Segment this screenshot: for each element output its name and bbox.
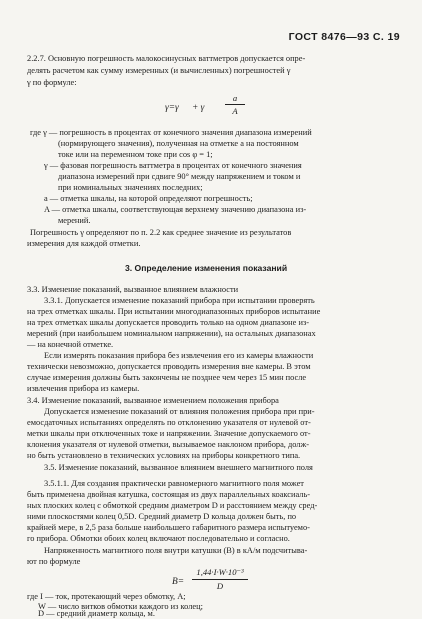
text-line: W — число витков обмотки каждого из колец; [38,602,203,611]
text-line: технически невозможно, допускается проводить измерения вне камеры. В этом [27,362,311,371]
text-line: ют по формуле [27,557,81,566]
formula-1-fraction [225,93,245,116]
text-line: крайней мере, в 2,5 раза больше наибольшего габаритного размера испытуемо- [27,523,310,532]
text-line: γ — фазовая погрешность ваттметра в процентах от конечного значения [44,161,302,170]
text-line: 3.3.1. Допускается изменение показаний прибора при испытании проверять [44,296,315,305]
text-line: на трех отметках шкалы. При испытании многодиапазонных приборов испытание [27,307,321,316]
page-header: ГОСТ 8476—93 С. 19 [288,31,400,43]
formula-1-denominator: A [232,106,238,116]
text-line: 3.3. Изменение показаний, вызванное влиянием влажности [27,285,239,294]
formula-1-mid: + γ [192,103,205,113]
text-line: го прибора. Обмотки обоих колец включают последовательно и согласно. [27,534,290,543]
text-line: емосдаточных испытаниях определять по отклонению указателя от нулевой от- [27,418,311,427]
text-line: на трех отметках шкалы допускается проводить только на одном диапазоне из- [27,318,310,327]
formula-1-numerator: a [232,93,238,103]
text-line: 2.2.7. Основную погрешность малокосинусных ваттметров допускается опре- [27,54,306,63]
text-line: 3.5. Изменение показаний, вызванное влиянием внешнего магнитного поля [44,463,313,472]
text-line: — на конечной отметке. [27,340,114,349]
text-line: (нормирующего значения), полученная на отметке a на постоянном [58,139,299,148]
text-line: случае измерения должны быть закончены не позднее чем через 15 мин после [27,373,307,382]
text-line: Напряженность магнитного поля внутри катушки (B) в кА/м подсчитыва- [44,546,308,555]
text-line: мерений. [58,216,91,225]
text-line: диапазона измерений при сдвиге 90° между напряжением и током и [58,172,301,181]
fraction-bar [225,104,245,105]
text-line: токе или на переменном токе при cos φ = 1; [58,150,213,159]
text-line: быть применена двойная катушка, состоящая из двух параллельных коаксиаль- [27,490,311,499]
text-line: где γ — погрешность в процентах от конечного значения диапазона измерений [30,128,312,137]
text-line: ними плоскостями колец 0,5D. Средний диаметр D кольца должен быть, по [27,512,297,521]
formula-2-fraction [192,567,248,591]
text-line: A — отметка шкалы, соответствующая верхнему значению диапазона из- [44,205,307,214]
formula-1-lhs: γ=γ [165,103,179,113]
text-line: 3.4. Изменение показаний, вызванное изменением положения прибора [27,396,279,405]
text-line: метки шкалы при отключенных токе и напряжении. Значение допускаемого от- [27,429,311,438]
text-line: клонения указателя от нулевой отметки, вызываемое наклоном прибора, долж- [27,440,310,449]
text-line: измерения для каждой отметки. [27,239,141,248]
section-heading: 3. Определение изменения показаний [125,263,288,273]
formula-2-denominator: D [216,581,224,591]
text-line: 3.5.1.1. Для создания практически равномерного магнитного поля может [44,479,304,488]
formula-2-lhs: B= [172,577,185,587]
text-line: но быть установлено в технических условиях на приборы конкретного типа. [27,451,301,460]
text-line: ных плоских колец с обмоткой средним диаметром D и расстоянием между сред- [27,501,318,510]
text-line: при номинальных значениях последних; [58,183,203,192]
text-line: D — средний диаметр кольца, м. [38,609,155,618]
text-line: делять расчетом как сумму измеренных (и вычисленных) погрешностей γ [27,66,291,75]
text-line: Если измерять показания прибора без извлечения его из камеры влажности [44,351,314,360]
text-line: Допускается изменение показаний от влияния положения прибора при при- [44,407,315,416]
text-line: γ по формуле: [27,78,77,87]
text-line: a — отметка шкалы, на которой определяют погрешность; [44,194,253,203]
formula-2-numerator: 1,44·I·W·10⁻³ [196,567,244,577]
fraction-bar [192,579,248,580]
text-line: Погрешность γ определяют по п. 2.2 как среднее значение из результатов [30,228,292,237]
text-line: извлечения прибора из камеры. [27,384,140,393]
text-line: мерений (при наибольшем номинальном напряжении), на остальных диапазонах [27,329,316,338]
text-line: где I — ток, протекающий через обмотку, А; [27,592,186,601]
